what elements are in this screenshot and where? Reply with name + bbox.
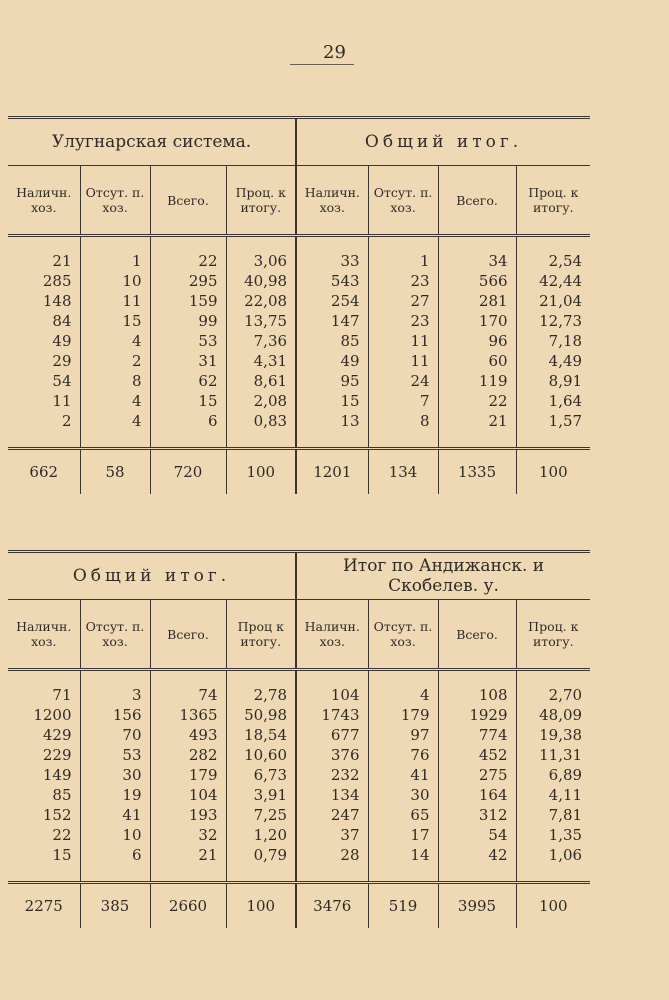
table-cell: 254 — [296, 291, 368, 311]
total-cell: 385 — [80, 883, 150, 929]
table-row — [8, 331, 590, 351]
table-cell: 21,04 — [539, 292, 583, 310]
total-cell: 1335 — [438, 449, 516, 495]
table-cell: 2,08 — [226, 391, 296, 411]
table-cell: 1 — [80, 251, 150, 271]
table-cell: 0,83 — [226, 411, 296, 431]
total-cell: 134 — [368, 449, 438, 495]
table-cell: 1,57 — [548, 412, 583, 430]
total-cell: 1201 — [296, 449, 368, 495]
table-cell: 42 — [438, 845, 516, 865]
column-header: Всего. — [150, 600, 226, 670]
table-cell: 97 — [368, 725, 438, 745]
table-cell: 247 — [296, 805, 368, 825]
table-cell: 7,81 — [548, 806, 583, 824]
table-cell: 159 — [150, 291, 226, 311]
table-cell: 22 — [438, 391, 516, 411]
column-header: Отсут. п. хоз. — [368, 166, 438, 236]
table-cell: 774 — [438, 725, 516, 745]
table-cell: 3,06 — [226, 251, 296, 271]
table-row — [8, 311, 590, 331]
table-cell: 21 — [150, 845, 226, 865]
table-cell: 164 — [438, 785, 516, 805]
table-row — [8, 291, 590, 311]
table-cell: 30 — [80, 765, 150, 785]
table-cell: 0,79 — [226, 845, 296, 865]
table-cell: 23 — [368, 311, 438, 331]
table-cell: 60 — [438, 351, 516, 371]
table-cell: 134 — [296, 785, 368, 805]
column-header: Проц к итогу. — [226, 600, 296, 670]
table-cell: 84 — [8, 311, 80, 331]
column-header: Наличн. хоз. — [296, 166, 368, 236]
table-cell: 285 — [8, 271, 80, 291]
table-cell: 85 — [8, 785, 80, 805]
table-cell: 96 — [438, 331, 516, 351]
table-cell: 24 — [368, 371, 438, 391]
table-cell: 4,31 — [226, 351, 296, 371]
table-cell: 53 — [150, 331, 226, 351]
column-header: Наличн. хоз. — [8, 166, 80, 236]
table-cell: 4 — [368, 685, 438, 705]
total-cell: 3476 — [296, 883, 368, 929]
table-cell: 4,11 — [548, 786, 583, 804]
table-cell: 3 — [80, 685, 150, 705]
table-cell: 13 — [296, 411, 368, 431]
table-row — [8, 371, 590, 391]
table-cell: 1200 — [8, 705, 80, 725]
table-cell: 40,98 — [226, 271, 296, 291]
table-cell: 566 — [438, 271, 516, 291]
table-cell: 10 — [80, 271, 150, 291]
table-cell: 1,06 — [548, 846, 583, 864]
table-cell: 11,31 — [539, 746, 583, 764]
table-cell: 48,09 — [539, 706, 583, 724]
table-cell: 32 — [150, 825, 226, 845]
table-cell: 21 — [438, 411, 516, 431]
table-cell: 1 — [368, 251, 438, 271]
table-cell: 15 — [8, 845, 80, 865]
total-cell: 58 — [80, 449, 150, 495]
table-cell: 152 — [8, 805, 80, 825]
table-cell: 74 — [150, 685, 226, 705]
table-cell: 22,08 — [226, 291, 296, 311]
table-cell: 15 — [296, 391, 368, 411]
table-cell: 53 — [80, 745, 150, 765]
table-cell: 7,25 — [226, 805, 296, 825]
table-cell: 104 — [296, 685, 368, 705]
column-header: Отсут. п. хоз. — [80, 166, 150, 236]
column-header: Всего. — [150, 166, 226, 236]
total-cell: 2275 — [8, 883, 80, 929]
table-cell: 85 — [296, 331, 368, 351]
table-cell: 19,38 — [539, 726, 583, 744]
table-cell: 13,75 — [226, 311, 296, 331]
table-cell: 49 — [296, 351, 368, 371]
table-cell: 282 — [150, 745, 226, 765]
table-cell: 99 — [150, 311, 226, 331]
page-number-rule — [290, 64, 354, 65]
table-cell: 2 — [80, 351, 150, 371]
column-header: Проц. к итогу. — [516, 166, 590, 236]
table-row — [8, 351, 590, 371]
table-row — [8, 745, 590, 765]
table-cell: 232 — [296, 765, 368, 785]
column-header: Всего. — [438, 600, 516, 670]
table-cell: 295 — [150, 271, 226, 291]
table-cell: 31 — [150, 351, 226, 371]
table-cell: 1,35 — [548, 826, 583, 844]
table-cell: 41 — [80, 805, 150, 825]
table-cell: 11 — [368, 351, 438, 371]
table-cell: 7,18 — [548, 332, 583, 350]
table-cell: 493 — [150, 725, 226, 745]
table-cell: 7,36 — [226, 331, 296, 351]
table-cell: 18,54 — [226, 725, 296, 745]
table-cell: 15 — [150, 391, 226, 411]
table-cell: 71 — [8, 685, 80, 705]
table-cell: 1,20 — [226, 825, 296, 845]
table-cell: 4 — [80, 391, 150, 411]
table-cell: 2,78 — [226, 685, 296, 705]
total-cell: 100 — [226, 449, 296, 495]
table-cell: 8 — [368, 411, 438, 431]
table-cell: 1929 — [438, 705, 516, 725]
table-cell: 1365 — [150, 705, 226, 725]
table-cell: 1743 — [296, 705, 368, 725]
column-header: Всего. — [438, 166, 516, 236]
table-cell: 156 — [80, 705, 150, 725]
table-cell: 28 — [296, 845, 368, 865]
total-cell: 100 — [538, 897, 568, 915]
table-cell: 376 — [296, 745, 368, 765]
table-cell: 6,89 — [548, 766, 583, 784]
total-cell: 662 — [8, 449, 80, 495]
table-cell: 2 — [8, 411, 80, 431]
column-header: Проц. к итогу. — [516, 600, 590, 670]
table-cell: 6,73 — [226, 765, 296, 785]
table-cell: 229 — [8, 745, 80, 765]
table-cell: 149 — [8, 765, 80, 785]
table-cell: 8 — [80, 371, 150, 391]
table-cell: 6 — [80, 845, 150, 865]
table-cell: 70 — [80, 725, 150, 745]
table-cell: 8,91 — [548, 372, 583, 390]
table-cell: 3,91 — [226, 785, 296, 805]
table-cell: 2,70 — [548, 686, 583, 704]
table-cell: 11 — [80, 291, 150, 311]
table-row — [8, 705, 590, 725]
left-section-title: Общий итог. — [8, 553, 296, 600]
table-cell: 22 — [150, 251, 226, 271]
total-cell: 3995 — [438, 883, 516, 929]
table-cell: 2,54 — [548, 252, 583, 270]
table-cell: 179 — [150, 765, 226, 785]
table-cell: 677 — [296, 725, 368, 745]
table-cell: 4 — [80, 331, 150, 351]
column-header: Отсут. п. хоз. — [80, 600, 150, 670]
page-number: 29 — [323, 42, 346, 63]
table-cell: 312 — [438, 805, 516, 825]
table-cell: 14 — [368, 845, 438, 865]
table-cell: 10,60 — [226, 745, 296, 765]
table-cell: 452 — [438, 745, 516, 765]
table-cell: 4 — [80, 411, 150, 431]
table-row — [8, 251, 590, 271]
table-row — [8, 685, 590, 705]
table-cell: 170 — [438, 311, 516, 331]
total-cell: 100 — [538, 463, 568, 481]
table-cell: 34 — [438, 251, 516, 271]
table-cell: 6 — [150, 411, 226, 431]
table-cell: 119 — [438, 371, 516, 391]
right-section-title: Итог по Андижанск. и Скобелев. у. — [296, 553, 590, 600]
table-cell: 275 — [438, 765, 516, 785]
table-cell: 54 — [438, 825, 516, 845]
table-cell: 281 — [438, 291, 516, 311]
table-cell: 104 — [150, 785, 226, 805]
table-cell: 8,61 — [226, 371, 296, 391]
table-cell: 1,64 — [548, 392, 583, 410]
table-cell: 11 — [8, 391, 80, 411]
table-cell: 33 — [296, 251, 368, 271]
table-cell: 23 — [368, 271, 438, 291]
column-header: Наличн. хоз. — [296, 600, 368, 670]
column-header: Проц. к итогу. — [226, 166, 296, 236]
total-cell: 519 — [368, 883, 438, 929]
totals-row — [8, 449, 590, 495]
total-cell: 2660 — [150, 883, 226, 929]
table-cell: 19 — [80, 785, 150, 805]
column-header: Наличн. хоз. — [8, 600, 80, 670]
table-cell: 30 — [368, 785, 438, 805]
table-cell: 147 — [296, 311, 368, 331]
total-cell: 720 — [150, 449, 226, 495]
table-cell: 193 — [150, 805, 226, 825]
column-header: Отсут. п. хоз. — [368, 600, 438, 670]
left-section-title: Улугнарская система. — [8, 119, 296, 166]
table-cell: 11 — [368, 331, 438, 351]
table-cell: 429 — [8, 725, 80, 745]
table-cell: 21 — [8, 251, 80, 271]
table — [8, 119, 590, 494]
table-cell: 10 — [80, 825, 150, 845]
table-cell: 12,73 — [539, 312, 583, 330]
table-cell: 54 — [8, 371, 80, 391]
table-row — [8, 271, 590, 291]
table-cell: 27 — [368, 291, 438, 311]
table-cell: 108 — [438, 685, 516, 705]
table-cell: 7 — [368, 391, 438, 411]
table-cell: 49 — [8, 331, 80, 351]
table-cell: 65 — [368, 805, 438, 825]
table-cell: 29 — [8, 351, 80, 371]
table-row — [8, 765, 590, 785]
statistics-table-2 — [8, 550, 590, 928]
table-cell: 148 — [8, 291, 80, 311]
table-cell: 543 — [296, 271, 368, 291]
totals-row — [8, 883, 590, 929]
table-cell: 76 — [368, 745, 438, 765]
table-cell: 37 — [296, 825, 368, 845]
table-cell: 50,98 — [226, 705, 296, 725]
table — [8, 553, 590, 928]
table-cell: 179 — [368, 705, 438, 725]
table-cell: 95 — [296, 371, 368, 391]
table-cell: 17 — [368, 825, 438, 845]
table-cell: 15 — [80, 311, 150, 331]
table-cell: 4,49 — [548, 352, 583, 370]
table-cell: 62 — [150, 371, 226, 391]
table-row — [8, 845, 590, 865]
total-cell: 100 — [226, 883, 296, 929]
right-section-title: Общий итог. — [296, 119, 590, 166]
table-row — [8, 411, 590, 431]
table-cell: 41 — [368, 765, 438, 785]
table-row — [8, 805, 590, 825]
table-row — [8, 725, 590, 745]
table-row — [8, 391, 590, 411]
table-row — [8, 825, 590, 845]
table-cell: 42,44 — [539, 272, 583, 290]
table-row — [8, 785, 590, 805]
statistics-table-1 — [8, 116, 590, 494]
table-cell: 22 — [8, 825, 80, 845]
